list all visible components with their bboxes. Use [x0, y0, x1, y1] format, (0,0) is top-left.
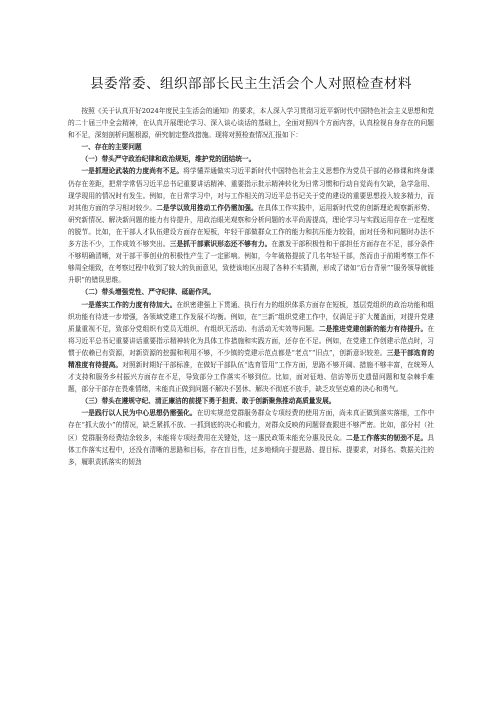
point-text: 具体工作落实过程中，还没有清晰的思路和目标，存在盲目性，过多地倾向于提思路、提目标、提要求，对择名、数据关注的多，履职责抓落实的韧劲 — [68, 433, 435, 466]
subsection-heading-2: （二）带头增强党性、严守纪律、砥砺作风。 — [81, 288, 216, 297]
point-lead: 一是践行以人民为中心思想仍需强化。 — [81, 409, 197, 418]
intro-paragraph: 按照《关于认真开好2024年度民主生活会的通知》的要求，本人深入学习贯彻习近平新时代中国特色社会主义思想和党的二十届三中全会精神，在认真开展理论学习、深入谈心谈话的基础上，全面对照四个方面内容，认真检视自身存在的问题和不足，深刻剖析问题根源，研究制定整改措施。现将对照检查情况汇报如下： — [68, 107, 434, 140]
point-text: 在激发干部积极性和干部担任方面存在不足，部分条件不够明确清晰，对干部干事创业的积极性产生了一定影响。例如，今年破格提拔了几名年轻干部，然而由于前期考察工作不够周全细致，在考察过程中收到了较大的负面意见，致使该地区出现了各种不实猜测，形成了诸如“后台背景”“服务领导就能升职”的错误思维。 — [68, 240, 435, 285]
point-text: 在将习近平总书记重要讲话重要指示精神转化为具体工作措施和实践方面，还存在不足。例如，在党建工作创建示范点时，习惯于依赖已有资源，对新资源的挖掘和利用不够，不少镇的党建示范点都是“老点”“旧点”，创新意识较差。 — [68, 324, 435, 357]
point-lead: 一是抓理论武装的力度尚有不足。 — [81, 167, 184, 176]
point-lead: 二是工作落实的韧劲不足。 — [345, 433, 428, 442]
section-heading-1: 一、存在的主要问题 — [81, 143, 142, 152]
subsection-3-paragraph — [68, 407, 434, 467]
point-text: 在切实规范党群服务群众专项经费的使用方面，尚未真正做到落实落细，工作中存在“抓大放小”的情况，缺乏紧抓不放、一抓到底的决心和毅力，对群众反映的问题督查跟进不够严密。比如，部分村（社区）党群服务经费结余较多，未能将专项经费用在关键处，这一惠民政策未能充分惠及民众。 — [68, 409, 435, 442]
subsection-heading-1: （一）带头严守政治纪律和政治规矩，维护党的团结统一。 — [81, 155, 256, 164]
subsection-2-paragraph — [68, 299, 434, 396]
subsection-heading-3: （三）带头在遵规守纪、清正廉洁的前提下勇于担责、敢于创新聚焦推动高质量发展。 — [81, 397, 336, 406]
point-lead: 三是抓干部素识形态还不够有力。 — [169, 240, 272, 249]
point-text: 在织密建强上下贯通、执行有力的组织体系方面存在短板，基层党组织的政治功能和组织功能有待进一步增强，各领域党建工作发展不均衡。例如，在“三新”组织党建工作中，仅满足于扩大覆盖面，对提升党建质量重视不足，致部分党组织有党员无组织、有组织无活动、有活动无实效等问题。 — [68, 300, 435, 333]
document-title: 县委常委、组织部部长民主生活会个人对照检查材料 — [90, 76, 412, 92]
document-body — [68, 105, 434, 468]
point-text: 将学懂弄通做实习近平新时代中国特色社会主义思想作为党员干部的必修课和终身课仍存在差距，把常学常悟习近平总书记重要讲话精神、重要指示批示精神转化为日常习惯和行动自觉尚有欠缺，急学急用、现学现用的情况时有发生。例如，在日常学习中，对与工作相关的习近平总书记关于党的建设的重要思想投入较多精力，而对其他方面的学习相对较少。 — [68, 167, 435, 212]
point-lead: 二是学以致用推动工作仍需加强。 — [156, 203, 258, 212]
subsection-1-paragraph — [68, 165, 434, 286]
point-lead: 二是推进党建创新的能力有待提升。 — [318, 324, 428, 333]
point-lead: 一是落实工作的力度有待加大。 — [81, 300, 177, 309]
point-lead: 三是干部选育的精准度有待提高。 — [68, 348, 435, 369]
point-text: 对照新时期好干部标准，在做好干部队伍“选育管用”工作方面，思路不够开阔、措施不够丰富，在统筹人才支持和服务乡村振兴方面存在不足，导致部分工作落实不够到位。比如，面对征地、信访等历史遗留问题和复杂棘手难题，部分干部存在畏难情绪，未能真正做到问题不解决不罢休、解决不彻底不放手，缺乏攻坚克难的决心和勇气。 — [68, 360, 434, 394]
point-text: 在具体工作实践中，运用新时代党的创新理论观察新形势、研究新情况、解决新问题的能力有待提升，用政治眼光观察和分析问题的水平尚需提高，理论学习与实践运用存在一定程度的脱节。比如，在干部人才队伍建设方面存在短板，年轻干部做群众工作的能力和抗压能力较弱，面对任务和问题时办法不多方法不少，工作成效不够突出。 — [68, 203, 435, 249]
